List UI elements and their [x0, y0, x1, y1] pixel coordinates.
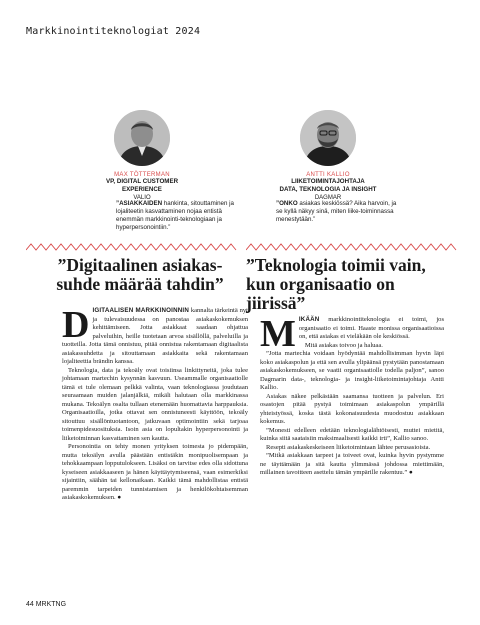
paragraph: ”Monesti edelleen edetään teknologialähtöisesti, muttei mietitä, kuinka siitä saataisiin maksimaalisesti kaikki irti”, Kallio sanoo.	[260, 426, 444, 442]
profile-company: VALIO	[133, 195, 151, 201]
paragraph: Mitä asiakas toivoo ja haluaa.	[304, 341, 383, 349]
publication-title: Markkinointiteknologiat 2024	[26, 26, 201, 37]
page-number: 44 MRKTNG	[26, 601, 67, 608]
profile-role: VP, DIGITAL CUSTOMER EXPERIENCE	[105, 178, 179, 193]
profile-company: DAGMAR	[314, 195, 342, 201]
dropcap: D	[62, 304, 90, 346]
paragraph: markkinointiteknologia ei toimi, jos organisaatio ei toimi. Haaste monissa organisaatioissa on, että asiakas ei vieläkään ole keskiössä.	[298, 316, 444, 340]
zigzag-divider	[246, 242, 460, 252]
profile-quote-2	[276, 200, 404, 224]
zigzag-divider	[26, 242, 240, 252]
left-article-headline: ”Digitaalinen asiakas-suhde määrää tahdin”	[56, 255, 224, 294]
right-article-headline: ”Teknologia toimii vain, kun organisaatio on jiirissä”	[246, 255, 426, 313]
profile-caption-2	[262, 172, 394, 202]
quote-text: hankinta, sitouttaminen ja lojaliteetin kasvattaminen nojaa entistä enemmän markkinointi-teknologiaan ja hyperpersonointiin.”	[116, 200, 234, 231]
lead-caps: IKÄÄN	[298, 316, 320, 323]
paragraph: Personointia on tehty monen yrityksen toimesta jo pidempään, mutta tekoälyn avulla päästään entistäkin monipuolisempaan ja tehokkaampaan lopputulokseen. Lisäksi on tarvitse edes olla sidottuna kyseiseen asiakkaaseen ja hänen käyttäytymiseensä, vaan esimerkiksi sijaintiin, säähän tai kellonaikaan. Kaikki tämä mahdollistaa entistä paremmin tarpeiden tunnistamisen ja henkilökohtaisemman asiakaskokemuksen. ●	[62, 443, 248, 501]
dropcap: M	[260, 313, 296, 355]
profile-role: LIIKETOIMINTAJOHTAJA	[291, 178, 365, 185]
profile-role: DATA, TEKNOLOGIA JA INSIGHT	[279, 186, 377, 193]
portrait-max-totterman	[114, 110, 170, 166]
lead-caps: IGITAALISEN MARKKINOINNIN	[92, 307, 189, 314]
left-article-body	[62, 304, 248, 503]
profile-caption-1	[86, 172, 198, 202]
paragraph: Asiakas näkee pelkästään saamansa tuotteen ja palvelun. Eri osastojen pitää pystyä toimimaan asiakaspolun ympärillä yhteistyössä, koska tästä kokonaisuudesta muodostuu asiakkaan kokemus.	[260, 392, 444, 425]
right-article-body	[260, 313, 444, 478]
paragraph: ”Mitkä asiakkaan tarpeet ja toiveet ovat, kuinka hyvin pystymme ne täyttämään ja sitä kautta ylimmässä johdossa miettimään, millainen tavoitteen asettelu tämän ympärille rakentuu.” ●	[260, 452, 444, 476]
profile-quote-1	[116, 200, 236, 232]
quote-text: asiakas keskiössä? Aika harvoin, ja se kyllä näkyy sinä, miten liike-toiminnassa menestytään.”	[276, 200, 397, 223]
paragraph: Resepti asiakaskeskeiseen liiketoimintaan lähtee perusasioista.	[266, 443, 431, 451]
portrait-antti-kallio	[300, 110, 356, 166]
paragraph: Teknologia, data ja tekoäly ovat toisiinsa linkittyneitä, joka tulee johtamaan martechin kysynnän kasvuun. Useammalle organisaatiolle tämä ei tule olemaan pelkkä valinta, vaan teknologiassa joudutaan seuraamaan muiden jalanjälkiä, mikäli halutaan olla markkinassa mukana. Tekoälyn osalta tullaan etenemään huomattavia harppauksia. Organisaatioilla, jotka ottavat sen onnistuneesti käyttöön, tekoäly sitouttuu sisällöntuotantoon, jatkuvaan optimointiin sekä tarjoaa toimenpidesuosituksia. Isoin asia on lopultakin hyperpersonointi ja liiketoiminnan kasvattaminen sen kautta.	[62, 366, 248, 442]
profile-name: MAX TÖTTERMAN	[114, 172, 170, 178]
quote-lead: ”ONKO	[276, 200, 298, 207]
paragraph: ”Jotta martechia voidaan hyödyntää mahdollisimman hyvin läpi koko asiakaspolun ja että sen avulla ylipäänsä pystytään panostamaan asiakaskokemukseen, se vaatii organisaatiolle todella paljon”, sanoo Dagmarin data-, teknologia- ja insight-liiketoimintajohtaja Antti Kallio.	[260, 350, 444, 391]
paragraph: kannalta tärkeintä nyt ja tulevaisuudessa on panostaa asiakaskokemuksen kehittämiseen. Jotta asiakkaat saadaan ohjattua palveluihin, heille tuotetaan arvoa sisällöllä, palveluilla ja tuotteilla. Jotta tämä onnistuu, pitää onnistua rakentamaan digitaalista asiakassuhdetta ja sitouttamaan asiakkaita sekä rakentamaan lojaliteettia brändin kanssa.	[62, 307, 248, 365]
profile-name: ANTTI KALLIO	[306, 172, 350, 178]
quote-lead: ”ASIAKKAIDEN	[116, 200, 163, 207]
